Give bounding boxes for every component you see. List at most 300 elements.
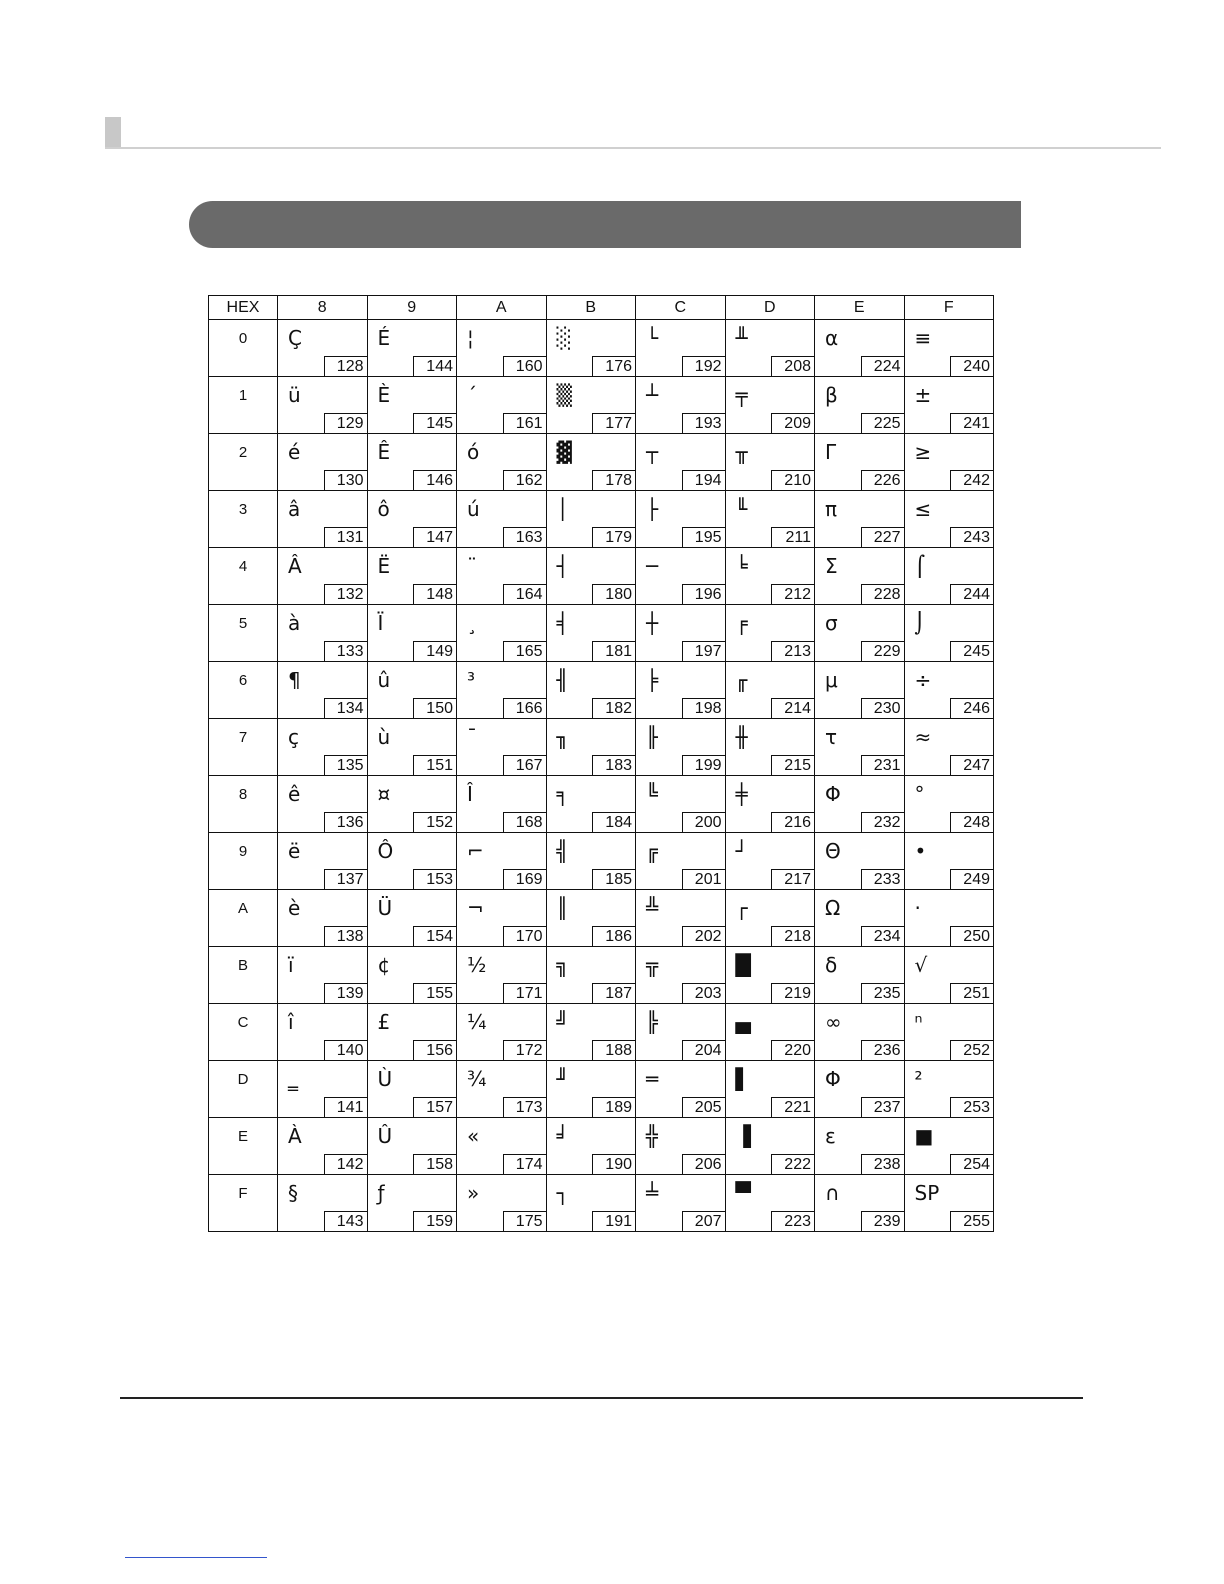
character-glyph: é bbox=[288, 440, 301, 464]
decimal-code: 159 bbox=[413, 1211, 457, 1232]
character-glyph: ╧ bbox=[646, 1181, 659, 1205]
character-cell bbox=[278, 1004, 368, 1061]
column-header: 9 bbox=[367, 296, 457, 320]
character-cell bbox=[546, 320, 636, 377]
character-cell bbox=[725, 662, 815, 719]
table-row bbox=[209, 833, 994, 890]
decimal-code: 183 bbox=[592, 755, 636, 776]
decimal-code: 178 bbox=[592, 470, 636, 491]
decimal-code: 202 bbox=[682, 926, 726, 947]
column-header: D bbox=[725, 296, 815, 320]
character-cell bbox=[546, 719, 636, 776]
character-glyph: Θ bbox=[825, 839, 841, 863]
character-cell bbox=[278, 833, 368, 890]
decimal-code: 217 bbox=[771, 869, 815, 890]
character-glyph: ⁿ bbox=[914, 1010, 923, 1034]
character-glyph: ≈ bbox=[914, 725, 932, 749]
decimal-code: 151 bbox=[413, 755, 457, 776]
character-glyph: ╓ bbox=[735, 668, 748, 692]
decimal-code: 182 bbox=[592, 698, 636, 719]
character-glyph: ≤ bbox=[914, 497, 932, 521]
character-glyph: £ bbox=[377, 1010, 391, 1034]
character-cell bbox=[367, 548, 457, 605]
character-cell bbox=[636, 1118, 726, 1175]
character-glyph: ╕ bbox=[556, 782, 569, 806]
decimal-code: 210 bbox=[771, 470, 815, 491]
table-row bbox=[209, 890, 994, 947]
character-glyph: ù bbox=[377, 725, 391, 749]
character-cell bbox=[546, 491, 636, 548]
table-row bbox=[209, 377, 994, 434]
row-hex-text: 7 bbox=[238, 729, 248, 746]
character-cell bbox=[904, 1175, 994, 1232]
character-cell bbox=[367, 719, 457, 776]
character-glyph: Σ bbox=[825, 554, 838, 578]
decimal-code: 148 bbox=[413, 584, 457, 605]
character-cell bbox=[636, 491, 726, 548]
character-cell bbox=[546, 890, 636, 947]
row-hex-text: 9 bbox=[238, 843, 248, 860]
decimal-code: 153 bbox=[413, 869, 457, 890]
decimal-code: 136 bbox=[324, 812, 368, 833]
decimal-code: 154 bbox=[413, 926, 457, 947]
table-row bbox=[209, 1004, 994, 1061]
decimal-code: 135 bbox=[324, 755, 368, 776]
character-cell bbox=[278, 776, 368, 833]
row-hex-label bbox=[209, 320, 278, 377]
character-glyph: î bbox=[288, 1010, 294, 1034]
character-glyph: ¼ bbox=[467, 1010, 487, 1034]
row-hex-label bbox=[209, 890, 278, 947]
character-glyph: ╤ bbox=[735, 383, 748, 407]
decimal-code: 206 bbox=[682, 1154, 726, 1175]
character-glyph: ┴ bbox=[646, 383, 659, 407]
decimal-code: 146 bbox=[413, 470, 457, 491]
decimal-code: 209 bbox=[771, 413, 815, 434]
character-glyph: ± bbox=[914, 383, 932, 407]
character-glyph: ▀ bbox=[735, 1181, 751, 1205]
decimal-code: 164 bbox=[503, 584, 547, 605]
character-glyph: ╒ bbox=[735, 611, 748, 635]
decimal-code: 180 bbox=[592, 584, 636, 605]
decimal-code: 179 bbox=[592, 527, 636, 548]
character-cell bbox=[636, 947, 726, 1004]
section-marker bbox=[105, 117, 121, 148]
character-cell bbox=[636, 1004, 726, 1061]
decimal-code: 222 bbox=[771, 1154, 815, 1175]
character-cell bbox=[904, 1004, 994, 1061]
table-row bbox=[209, 776, 994, 833]
character-glyph: ¢ bbox=[377, 953, 391, 977]
character-cell bbox=[457, 605, 547, 662]
row-hex-label bbox=[209, 719, 278, 776]
decimal-code: 225 bbox=[861, 413, 905, 434]
character-glyph: ┼ bbox=[646, 611, 659, 635]
decimal-code: 198 bbox=[682, 698, 726, 719]
row-hex-label bbox=[209, 1004, 278, 1061]
decimal-code: 254 bbox=[950, 1154, 994, 1175]
character-glyph: ¶ bbox=[288, 668, 301, 692]
character-cell bbox=[815, 719, 905, 776]
character-cell bbox=[546, 377, 636, 434]
character-glyph: ╙ bbox=[735, 497, 748, 521]
row-hex-label bbox=[209, 377, 278, 434]
character-cell bbox=[636, 833, 726, 890]
character-glyph: α bbox=[825, 326, 839, 350]
decimal-code: 181 bbox=[592, 641, 636, 662]
decimal-code: 188 bbox=[592, 1040, 636, 1061]
character-glyph: ° bbox=[914, 782, 925, 806]
decimal-code: 144 bbox=[413, 356, 457, 377]
character-glyph: Û bbox=[377, 1124, 393, 1148]
character-glyph: ç bbox=[288, 725, 299, 749]
character-cell bbox=[904, 833, 994, 890]
character-cell bbox=[367, 833, 457, 890]
character-glyph: ╬ bbox=[646, 1124, 659, 1148]
character-glyph: · bbox=[914, 896, 921, 920]
character-glyph: ∩ bbox=[825, 1181, 840, 1205]
table-row bbox=[209, 1118, 994, 1175]
character-cell bbox=[636, 548, 726, 605]
decimal-code: 249 bbox=[950, 869, 994, 890]
character-glyph: É bbox=[377, 326, 391, 350]
character-cell bbox=[904, 890, 994, 947]
character-cell bbox=[904, 320, 994, 377]
character-glyph: ╡ bbox=[556, 611, 569, 635]
decimal-code: 142 bbox=[324, 1154, 368, 1175]
character-glyph: ╣ bbox=[556, 839, 569, 863]
character-cell bbox=[278, 1118, 368, 1175]
decimal-code: 133 bbox=[324, 641, 368, 662]
character-cell bbox=[367, 605, 457, 662]
row-hex-label bbox=[209, 434, 278, 491]
character-glyph: ƒ bbox=[377, 1181, 385, 1205]
decimal-code: 224 bbox=[861, 356, 905, 377]
decimal-code: 167 bbox=[503, 755, 547, 776]
character-glyph: È bbox=[377, 383, 391, 407]
decimal-code: 216 bbox=[771, 812, 815, 833]
character-cell bbox=[457, 548, 547, 605]
character-cell bbox=[457, 719, 547, 776]
decimal-code: 149 bbox=[413, 641, 457, 662]
character-cell bbox=[815, 662, 905, 719]
character-glyph: ▒ bbox=[556, 383, 572, 407]
character-cell bbox=[815, 1004, 905, 1061]
table-row bbox=[209, 491, 994, 548]
character-cell bbox=[904, 776, 994, 833]
character-cell bbox=[367, 1118, 457, 1175]
character-cell bbox=[278, 1061, 368, 1118]
decimal-code: 251 bbox=[950, 983, 994, 1004]
character-cell bbox=[278, 434, 368, 491]
footer-link-underline bbox=[125, 1557, 267, 1558]
decimal-code: 168 bbox=[503, 812, 547, 833]
decimal-code: 150 bbox=[413, 698, 457, 719]
decimal-code: 190 bbox=[592, 1154, 636, 1175]
character-cell bbox=[457, 491, 547, 548]
character-cell bbox=[725, 491, 815, 548]
decimal-code: 140 bbox=[324, 1040, 368, 1061]
character-cell bbox=[904, 548, 994, 605]
decimal-code: 201 bbox=[682, 869, 726, 890]
decimal-code: 226 bbox=[861, 470, 905, 491]
character-cell bbox=[904, 1061, 994, 1118]
decimal-code: 174 bbox=[503, 1154, 547, 1175]
decimal-code: 235 bbox=[861, 983, 905, 1004]
character-cell bbox=[546, 1175, 636, 1232]
table-row bbox=[209, 947, 994, 1004]
character-cell bbox=[636, 434, 726, 491]
character-cell bbox=[725, 1004, 815, 1061]
decimal-code: 248 bbox=[950, 812, 994, 833]
decimal-code: 163 bbox=[503, 527, 547, 548]
character-glyph: ¤ bbox=[377, 782, 391, 806]
decimal-code: 200 bbox=[682, 812, 726, 833]
character-glyph: SP bbox=[914, 1181, 940, 1205]
character-glyph: ╞ bbox=[646, 668, 659, 692]
character-glyph: ¸ bbox=[467, 611, 477, 635]
row-hex-text: 2 bbox=[238, 444, 248, 461]
character-glyph: ³ bbox=[467, 668, 476, 692]
character-glyph: À bbox=[288, 1124, 302, 1148]
character-cell bbox=[725, 833, 815, 890]
character-cell bbox=[815, 605, 905, 662]
decimal-code: 169 bbox=[503, 869, 547, 890]
character-cell bbox=[278, 719, 368, 776]
decimal-code: 197 bbox=[682, 641, 726, 662]
decimal-code: 229 bbox=[861, 641, 905, 662]
character-cell bbox=[815, 833, 905, 890]
character-cell bbox=[367, 947, 457, 1004]
character-glyph: ≡ bbox=[914, 326, 932, 350]
character-glyph: ô bbox=[377, 497, 390, 521]
decimal-code: 205 bbox=[682, 1097, 726, 1118]
character-cell bbox=[457, 776, 547, 833]
character-cell bbox=[815, 377, 905, 434]
character-glyph: ε bbox=[825, 1124, 836, 1148]
character-glyph: │ bbox=[556, 497, 569, 521]
character-cell bbox=[904, 662, 994, 719]
decimal-code: 156 bbox=[413, 1040, 457, 1061]
character-glyph: ├ bbox=[646, 497, 659, 521]
decimal-code: 208 bbox=[771, 356, 815, 377]
decimal-code: 240 bbox=[950, 356, 994, 377]
character-cell bbox=[278, 890, 368, 947]
decimal-code: 219 bbox=[771, 983, 815, 1004]
character-glyph: â bbox=[288, 497, 301, 521]
decimal-code: 175 bbox=[503, 1211, 547, 1232]
decimal-code: 145 bbox=[413, 413, 457, 434]
row-hex-label bbox=[209, 605, 278, 662]
row-hex-label bbox=[209, 662, 278, 719]
character-cell bbox=[815, 1061, 905, 1118]
character-glyph: ² bbox=[914, 1067, 923, 1091]
character-cell bbox=[546, 662, 636, 719]
character-glyph: ╦ bbox=[646, 953, 659, 977]
character-cell bbox=[546, 833, 636, 890]
character-cell bbox=[636, 890, 726, 947]
character-glyph: ╝ bbox=[556, 1010, 569, 1034]
character-glyph: τ bbox=[825, 725, 838, 749]
character-glyph: π bbox=[825, 497, 838, 521]
character-glyph: ■ bbox=[914, 1124, 934, 1148]
decimal-code: 160 bbox=[503, 356, 547, 377]
character-glyph: ⌠ bbox=[914, 554, 925, 578]
character-cell bbox=[725, 1175, 815, 1232]
character-glyph: ▓ bbox=[556, 440, 572, 464]
character-cell bbox=[278, 491, 368, 548]
decimal-code: 228 bbox=[861, 584, 905, 605]
character-glyph: ‗ bbox=[288, 1067, 298, 1091]
decimal-code: 173 bbox=[503, 1097, 547, 1118]
decimal-code: 129 bbox=[324, 413, 368, 434]
column-header: E bbox=[815, 296, 905, 320]
character-cell bbox=[546, 605, 636, 662]
row-hex-label bbox=[209, 548, 278, 605]
decimal-code: 215 bbox=[771, 755, 815, 776]
character-cell bbox=[457, 662, 547, 719]
character-glyph: ▄ bbox=[735, 1010, 751, 1034]
decimal-code: 232 bbox=[861, 812, 905, 833]
character-cell bbox=[725, 947, 815, 1004]
row-hex-text: F bbox=[238, 1185, 248, 1202]
decimal-code: 237 bbox=[861, 1097, 905, 1118]
character-glyph: ╢ bbox=[556, 668, 569, 692]
character-cell bbox=[636, 1061, 726, 1118]
character-cell bbox=[636, 320, 726, 377]
character-cell bbox=[457, 320, 547, 377]
row-hex-text: A bbox=[237, 900, 248, 917]
character-cell bbox=[636, 719, 726, 776]
character-glyph: à bbox=[288, 611, 301, 635]
character-cell bbox=[367, 776, 457, 833]
character-cell bbox=[725, 434, 815, 491]
decimal-code: 220 bbox=[771, 1040, 815, 1061]
character-cell bbox=[904, 605, 994, 662]
decimal-code: 230 bbox=[861, 698, 905, 719]
character-cell bbox=[636, 377, 726, 434]
character-cell bbox=[457, 833, 547, 890]
decimal-code: 171 bbox=[503, 983, 547, 1004]
character-glyph: ¯ bbox=[467, 725, 477, 749]
character-cell bbox=[278, 947, 368, 1004]
character-glyph: μ bbox=[825, 668, 838, 692]
decimal-code: 199 bbox=[682, 755, 726, 776]
decimal-code: 132 bbox=[324, 584, 368, 605]
character-glyph: ÷ bbox=[914, 668, 932, 692]
decimal-code: 191 bbox=[592, 1211, 636, 1232]
row-hex-label bbox=[209, 776, 278, 833]
decimal-code: 187 bbox=[592, 983, 636, 1004]
character-cell bbox=[457, 1061, 547, 1118]
decimal-code: 246 bbox=[950, 698, 994, 719]
character-glyph: ┤ bbox=[556, 554, 569, 578]
decimal-code: 234 bbox=[861, 926, 905, 947]
decimal-code: 162 bbox=[503, 470, 547, 491]
decimal-code: 165 bbox=[503, 641, 547, 662]
character-glyph: ╖ bbox=[556, 725, 569, 749]
character-glyph: Ω bbox=[825, 896, 841, 920]
row-hex-label bbox=[209, 1061, 278, 1118]
character-glyph: ⌡ bbox=[914, 611, 925, 635]
character-cell bbox=[546, 947, 636, 1004]
row-hex-text: 1 bbox=[238, 387, 248, 404]
column-header: F bbox=[904, 296, 994, 320]
character-glyph: β bbox=[825, 383, 838, 407]
character-cell bbox=[725, 320, 815, 377]
row-hex-text: 6 bbox=[238, 672, 248, 689]
decimal-code: 184 bbox=[592, 812, 636, 833]
character-glyph: ê bbox=[288, 782, 301, 806]
row-hex-text: E bbox=[237, 1128, 248, 1145]
decimal-code: 252 bbox=[950, 1040, 994, 1061]
character-cell bbox=[367, 491, 457, 548]
character-cell bbox=[725, 1118, 815, 1175]
character-glyph: ´ bbox=[467, 383, 477, 407]
character-glyph: ë bbox=[288, 839, 301, 863]
character-glyph: ┬ bbox=[646, 440, 659, 464]
character-glyph: ╜ bbox=[556, 1067, 569, 1091]
character-glyph: Ï bbox=[377, 611, 384, 635]
footer-rule bbox=[120, 1397, 1083, 1399]
character-cell bbox=[904, 947, 994, 1004]
decimal-code: 241 bbox=[950, 413, 994, 434]
decimal-code: 227 bbox=[861, 527, 905, 548]
row-hex-text: 8 bbox=[238, 786, 248, 803]
character-cell bbox=[278, 662, 368, 719]
character-cell bbox=[636, 1175, 726, 1232]
character-glyph: Ê bbox=[377, 440, 391, 464]
character-cell bbox=[546, 434, 636, 491]
decimal-code: 250 bbox=[950, 926, 994, 947]
row-hex-text: B bbox=[237, 957, 248, 974]
decimal-code: 253 bbox=[950, 1097, 994, 1118]
decimal-code: 255 bbox=[950, 1211, 994, 1232]
character-cell bbox=[278, 320, 368, 377]
table-row bbox=[209, 434, 994, 491]
character-glyph: ¾ bbox=[467, 1067, 487, 1091]
decimal-code: 193 bbox=[682, 413, 726, 434]
character-glyph: è bbox=[288, 896, 301, 920]
character-glyph: ╫ bbox=[735, 725, 748, 749]
character-glyph: ┌ bbox=[735, 896, 748, 920]
character-glyph: ╚ bbox=[646, 782, 659, 806]
character-cell bbox=[815, 491, 905, 548]
decimal-code: 157 bbox=[413, 1097, 457, 1118]
character-glyph: ╔ bbox=[646, 839, 659, 863]
character-glyph: Ô bbox=[377, 839, 394, 863]
decimal-code: 131 bbox=[324, 527, 368, 548]
character-glyph: ╘ bbox=[735, 554, 748, 578]
decimal-code: 152 bbox=[413, 812, 457, 833]
character-cell bbox=[367, 377, 457, 434]
row-hex-text: 0 bbox=[238, 330, 248, 347]
character-cell bbox=[546, 1061, 636, 1118]
character-glyph: ó bbox=[467, 440, 480, 464]
decimal-code: 231 bbox=[861, 755, 905, 776]
decimal-code: 245 bbox=[950, 641, 994, 662]
character-cell bbox=[636, 776, 726, 833]
decimal-code: 233 bbox=[861, 869, 905, 890]
character-cell bbox=[815, 1175, 905, 1232]
character-glyph: ╛ bbox=[556, 1124, 569, 1148]
decimal-code: 128 bbox=[324, 356, 368, 377]
character-glyph: ¬ bbox=[467, 896, 484, 920]
character-cell bbox=[815, 1118, 905, 1175]
decimal-code: 236 bbox=[861, 1040, 905, 1061]
decimal-code: 221 bbox=[771, 1097, 815, 1118]
character-cell bbox=[725, 719, 815, 776]
